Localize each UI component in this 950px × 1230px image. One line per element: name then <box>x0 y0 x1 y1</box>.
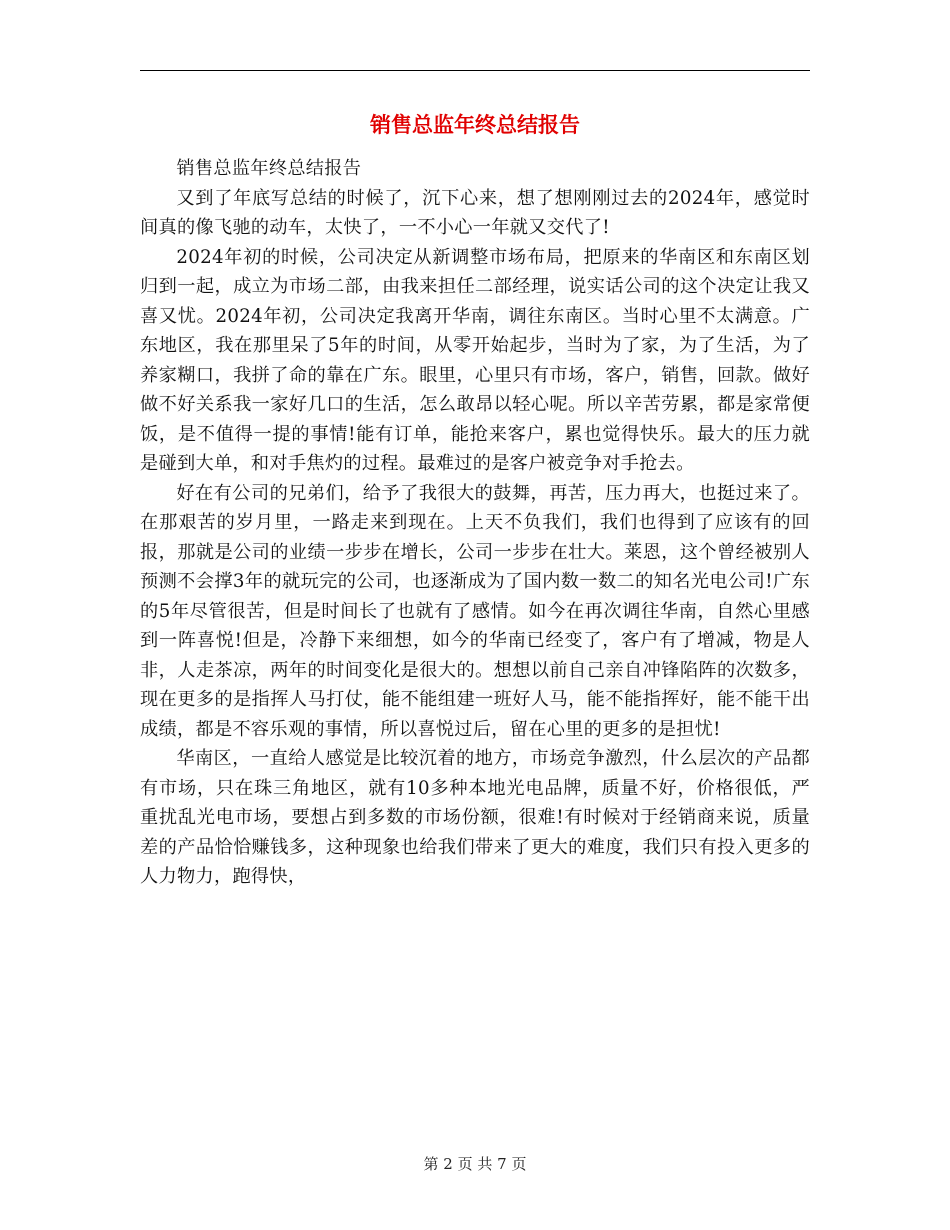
document-body <box>140 154 810 892</box>
paragraph-colleagues: 好在有公司的兄弟们，给予了我很大的鼓舞，再苦，压力再大，也挺过来了。在那艰苦的岁月里，一路走来到现在。上天不负我们，我们也得到了应该有的回报，那就是公司的业绩一步步在增长，公司一步步在壮大。莱恩，这个曾经被别人预测不会撑3年的就玩完的公司，也逐渐成为了国内数一数二的知名光电公司!广东的5年尽管很苦，但是时间长了也就有了感情。如今在再次调往华南，自然心里感到一阵喜悦!但是，冷静下来细想，如今的华南已经变了，客户有了增减，物是人非，人走茶凉，两年的时间变化是很大的。想想以前自己亲自冲锋陷阵的次数多，现在更多的是指挥人马打仗，能不能组建一班好人马，能不能指挥好，能不能干出成绩，都是不容乐观的事情，所以喜悦过后，留在心里的更多的是担忧! <box>140 482 810 740</box>
paragraph-south-china: 华南区，一直给人感觉是比较沉着的地方，市场竞争激烈，什么层次的产品都有市场，只在珠三角地区，就有10多种本地光电品牌，质量不好，价格很低，严重扰乱光电市场，要想占到多数的市场份额，很难!有时候对于经销商来说，质量差的产品恰恰赚钱多，这种现象也给我们带来了更大的难度，我们只有投入更多的人力物力，跑得快， <box>140 748 810 887</box>
paragraph-subtitle: 销售总监年终总结报告 <box>176 158 362 179</box>
page-number-footer: 第 2 页 共 7 页 <box>423 1155 527 1173</box>
paragraph-intro: 又到了年底写总结的时候了，沉下心来，想了想刚刚过去的2024年，感觉时间真的像飞驰的动车，太快了，一不小心一年就又交代了! <box>140 187 810 238</box>
header-rule <box>140 70 810 71</box>
document-title: 销售总监年终总结报告 <box>370 113 580 137</box>
paragraph-early-2024: 2024年初的时候，公司决定从新调整市场布局，把原来的华南区和东南区划归到一起，成立为市场二部，由我来担任二部经理，说实话公司的这个决定让我又喜又忧。2024年初，公司决定我离开华南，调往东南区。当时心里不太满意。广东地区，我在那里呆了5年的时间，从零开始起步，当时为了家，为了生活，为了养家糊口，我拼了命的靠在广东。眼里，心里只有市场，客户，销售，回款。做好做不好关系我一家好几口的生活，怎么敢昂以轻心呢。所以辛苦劳累，都是家常便饭，是不值得一提的事情!能有订单，能抢来客户，累也觉得快乐。最大的压力就是碰到大单，和对手焦灼的过程。最难过的是客户被竞争对手抢去。 <box>140 246 810 474</box>
